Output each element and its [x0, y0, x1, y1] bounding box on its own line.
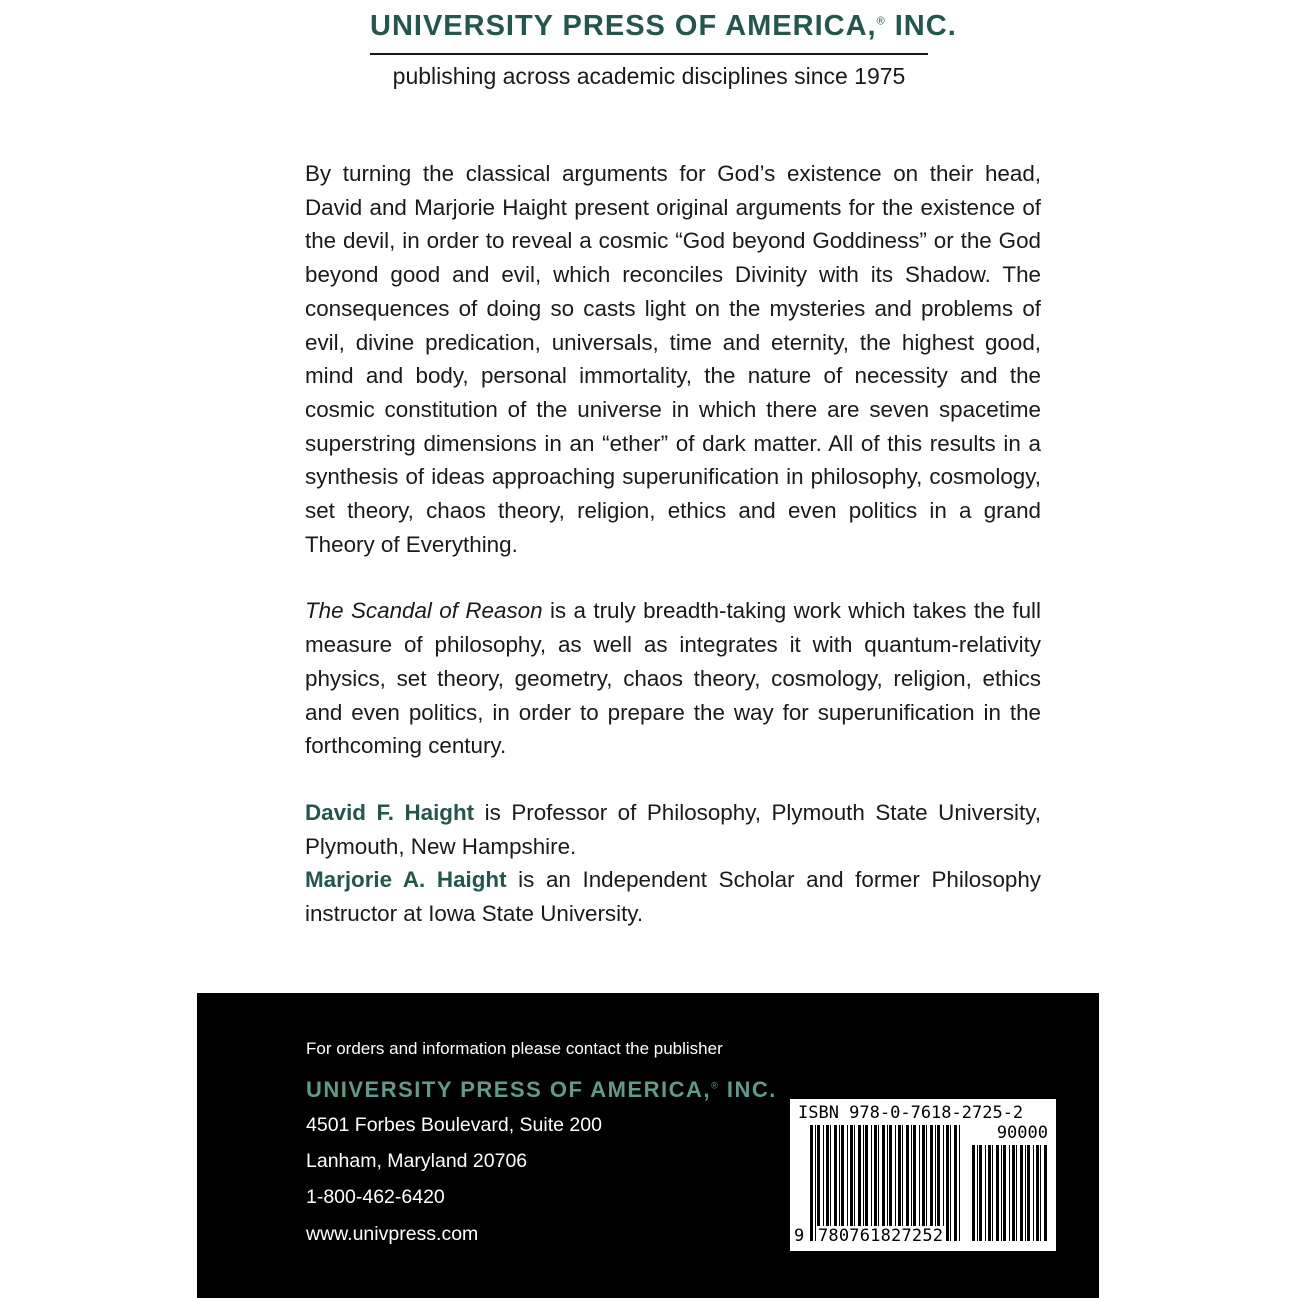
barcode-bar — [863, 1125, 864, 1241]
footer-panel — [197, 993, 1099, 1298]
barcode-bar — [1003, 1145, 1006, 1241]
website-link[interactable]: www.univpress.com — [306, 1223, 479, 1245]
barcode-bar — [1016, 1145, 1017, 1241]
barcode-bar — [902, 1125, 903, 1241]
publisher-suffix: INC. — [894, 10, 957, 42]
barcode-bar — [1044, 1145, 1047, 1241]
barcode-bar — [810, 1125, 813, 1241]
barcode-bar — [839, 1125, 840, 1241]
description-paragraph-2-text: is a truly breadth-taking work which takes the full measure of philosophy, as well as integrates it with quantum-relativity physics, set theory, geometry, chaos theory, cosmology, religion, ethics and even politics, in order to prepare the way for superunification in the forthcoming century. — [305, 598, 1041, 759]
registered-mark: ® — [876, 15, 886, 28]
author-bio-text-1: is Professor of Philosophy, Plymouth State University, Plymouth, New Hampshire. — [305, 799, 1042, 859]
address-line-2: Lanham, Maryland 20706 — [306, 1150, 528, 1172]
barcode-bar — [972, 1145, 975, 1241]
barcode-lead-digit: 9 — [794, 1226, 805, 1246]
barcode-bar — [911, 1125, 912, 1241]
barcode-bar — [815, 1125, 816, 1241]
barcode-bar — [826, 1125, 829, 1241]
barcode-bar — [930, 1125, 933, 1241]
barcode-bar — [1033, 1145, 1034, 1241]
barcode-bar — [895, 1125, 896, 1241]
contact-line: For orders and information please contact the publisher — [306, 1039, 723, 1058]
barcode-bar — [988, 1145, 991, 1241]
barcode-digits: 780761827252 — [818, 1226, 944, 1246]
barcode-bar — [979, 1145, 982, 1241]
barcode-bar — [977, 1145, 978, 1241]
author-bio-text-2: is an Independent Scholar and former Philosophy instructor at Iowa State University. — [305, 867, 1041, 927]
barcode-bar — [865, 1125, 868, 1241]
barcode-bar — [1020, 1145, 1023, 1241]
barcode-bar — [823, 1125, 824, 1241]
barcode-bar — [913, 1125, 916, 1241]
price-code: 90000 — [996, 1123, 1048, 1143]
barcode-bar — [992, 1145, 993, 1241]
barcode-bar — [1012, 1145, 1015, 1241]
barcode-bar — [898, 1125, 901, 1241]
header — [0, 10, 1298, 90]
footer-registered-mark: ® — [711, 1080, 720, 1091]
footer-publisher-suffix: INC. — [726, 1077, 777, 1102]
barcode-bar — [841, 1125, 844, 1241]
barcode-bar — [871, 1125, 872, 1241]
barcode-bar — [937, 1125, 940, 1241]
author-name-2: Marjorie A. Haight — [305, 867, 507, 893]
barcode-bar — [878, 1125, 879, 1241]
barcode-bar — [954, 1125, 957, 1241]
footer-publisher-text: UNIVERSITY PRESS OF AMERICA, — [306, 1077, 712, 1102]
publisher-name: UNIVERSITY PRESS OF AMERICA, — [370, 10, 877, 42]
isbn-label: ISBN 978-0-7618-2725-2 — [798, 1103, 1024, 1123]
barcode-bar — [830, 1125, 831, 1241]
footer-publisher-name — [306, 1077, 777, 1103]
barcode-bar — [959, 1125, 960, 1241]
barcode-bar — [926, 1125, 927, 1241]
barcode-bar — [922, 1125, 925, 1241]
barcode-bar — [834, 1125, 837, 1241]
barcode-bar — [1040, 1145, 1041, 1241]
barcode-bar — [950, 1125, 951, 1241]
tagline: publishing across academic disciplines since 1975 — [392, 63, 906, 89]
barcode-bar — [1025, 1145, 1026, 1241]
barcode-bar — [889, 1125, 892, 1241]
address-line-1: 4501 Forbes Boulevard, Suite 200 — [306, 1114, 602, 1136]
barcode-bar — [985, 1145, 986, 1241]
barcode-bar — [906, 1125, 909, 1241]
author-bio-2 — [305, 863, 1041, 930]
barcode-bar — [1001, 1145, 1002, 1241]
barcode-bar — [854, 1125, 855, 1241]
book-title: The Scandal of Reason — [305, 598, 543, 624]
description-paragraph-1: By turning the classical arguments for God’s existence on their head, David and Marjorie Haight present original arguments for the existence of the devil, in order to reveal a cosmic “God beyond Goddiness” or the God beyond good and evil, which reconciles Divinity with its Shadow. The consequences of doing so casts light on the mysteries and problems of evil, divine predication, universals, time and eternity, the highest good, mind and body, personal immortality, the nature of necessity and the cosmic constitution of the universe in which there are seven spacetime superstring dimensions in an “ether” of dark matter. All of this results in a synthesis of ideas approaching superunification in philosophy, cosmology, set theory, chaos theory, religion, ethics and even politics in a grand Theory of Everything. — [305, 161, 1041, 557]
book-description — [305, 157, 1041, 931]
barcode-bar — [919, 1125, 920, 1241]
barcode-bar — [996, 1145, 999, 1241]
barcode-bar — [946, 1125, 949, 1241]
barcode-bar — [943, 1125, 944, 1241]
barcode-bar — [887, 1125, 888, 1241]
author-bio-1 — [305, 796, 1041, 863]
barcode-bar — [850, 1125, 853, 1241]
barcode-bar — [817, 1125, 820, 1241]
barcode-bar — [1027, 1145, 1030, 1241]
barcode-bar — [1009, 1145, 1010, 1241]
description-paragraph-2 — [305, 594, 1041, 763]
phone-number: 1-800-462-6420 — [306, 1186, 445, 1208]
barcode-bar — [847, 1125, 848, 1241]
author-name-1: David F. Haight — [305, 799, 475, 825]
barcode-bar — [935, 1125, 936, 1241]
barcode-bar — [1036, 1145, 1039, 1241]
barcode-bar — [882, 1125, 885, 1241]
barcode-bar — [858, 1125, 861, 1241]
publisher-title — [370, 10, 957, 55]
isbn-barcode — [790, 1099, 1056, 1251]
barcode-bar — [874, 1125, 877, 1241]
